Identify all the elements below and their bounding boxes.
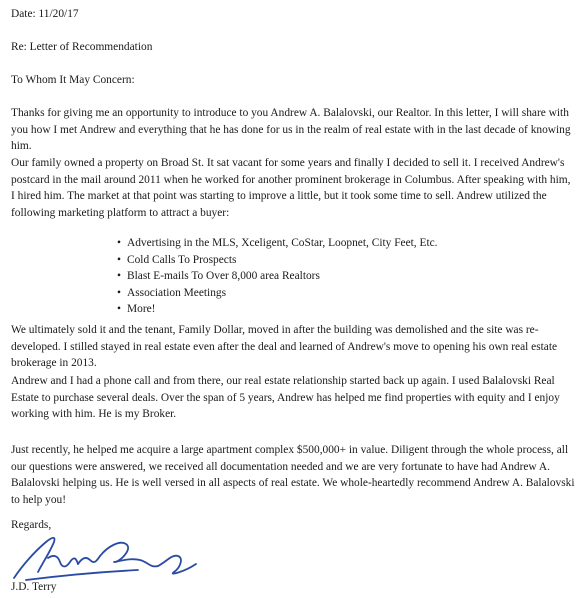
list-item: • Association Meetings: [117, 285, 438, 302]
list-item: • Blast E-mails To Over 8,000 area Realtors: [117, 268, 438, 285]
paragraph-recommendation: Just recently, he helped me acquire a large apartment complex $500,000+ in value. Diligent through the whole process, all our questions were answered, we received all documentation needed and we are very fortunate to have had Andrew A. Balalovski helping us. He is well versed in all aspects of real estate. We whole-heartedly recommend Andrew A. Balalovski to help you!: [11, 444, 575, 506]
letter-closing: Regards,: [11, 519, 52, 531]
marketing-platform-list: [117, 235, 438, 318]
list-item: • Cold Calls To Prospects: [117, 252, 438, 269]
signer-name: J.D. Terry: [11, 581, 57, 593]
list-item: • Advertising in the MLS, Xceligent, CoStar, Loopnet, City Feet, Etc.: [117, 235, 438, 252]
list-item: • More!: [117, 301, 438, 318]
letter-salutation: To Whom It May Concern:: [11, 74, 135, 86]
paragraph-sale-outcome: We ultimately sold it and the tenant, Family Dollar, moved in after the building was demolished and the site was re-developed. I stilled stayed in real estate even after the deal and learned of Andrew's move to opening his own real estate brokerage in 2013.: [11, 324, 558, 369]
letter-subject: Re: Letter of Recommendation: [11, 41, 153, 53]
paragraph-relationship: Andrew and I had a phone call and from there, our real estate relationship started back up again. I used Balalovski Real Estate to purchase several deals. Over the span of 5 years, Andrew has helped me find properties with equity and I enjoy working with him. He is my Broker.: [11, 375, 560, 420]
paragraph-introduction: Thanks for giving me an opportunity to introduce to you Andrew A. Balalovski, our Realtor. In this letter, I will share with you how I met Andrew and everything that he has done for us in the realm of real estate with in the last decade of knowing him.: [11, 107, 571, 152]
paragraph-property-history: Our family owned a property on Broad St. It sat vacant for some years and finally I decided to sell it. I received Andrew's postcard in the mail around 2011 when he worked for another prominent brokerage in Columbus. After speaking with him, I hired him. The market at that point was starting to improve a little, but it took some time to sell. Andrew utilized the following marketing platform to attract a buyer:: [11, 157, 571, 219]
handwritten-signature: [8, 528, 208, 586]
letter-date: Date: 11/20/17: [11, 8, 79, 20]
